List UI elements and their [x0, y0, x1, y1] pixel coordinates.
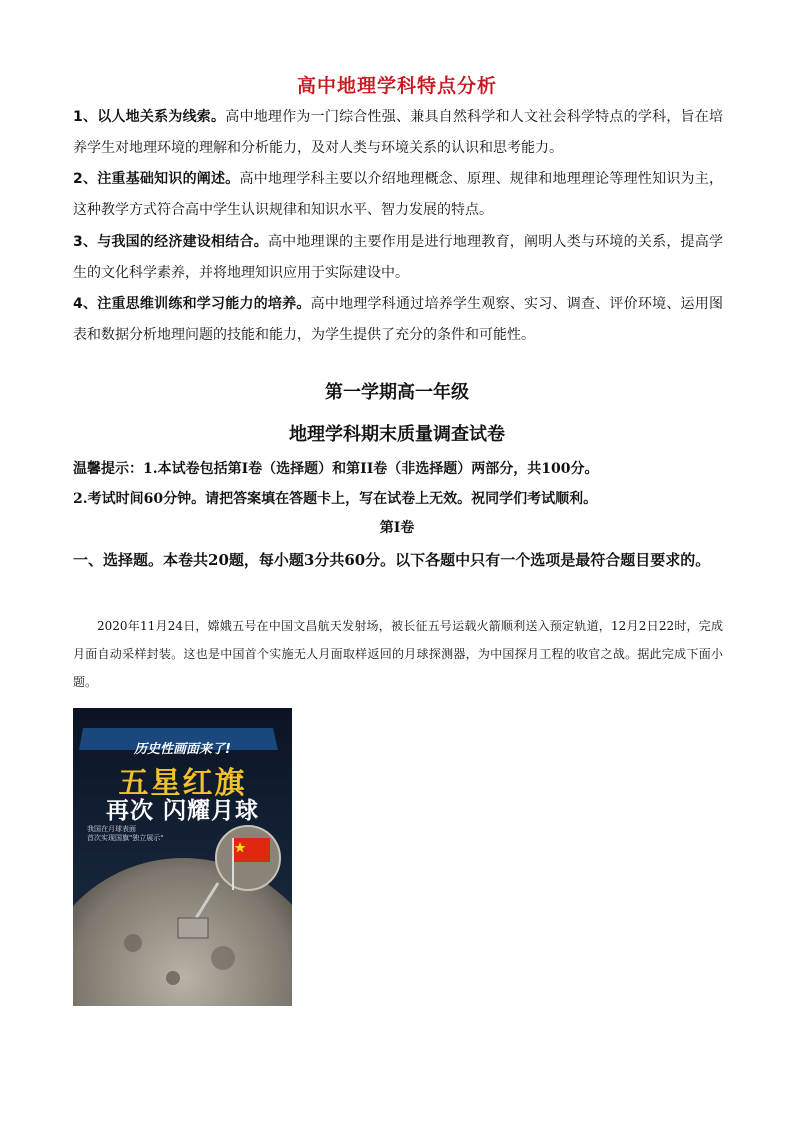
poster-caption-line1: 我国在月球表面	[87, 825, 136, 833]
poster-headline-3: 再次 闪耀月球	[105, 798, 259, 824]
exam-tip-line2: 2.考试时间60分钟。请把答案填在答题卡上，写在试卷上无效。祝同学们考试顺利。	[73, 491, 598, 507]
feature-text: 高中地理学科主要以介绍地理概念、原理、规律和地理理论等理性知识为主，这种教学方式符合高中学生认识规律和知识水平、智力发展的特点。	[73, 171, 723, 218]
feature-text: 高中地理学科通过培养学生观察、实习、调查、评价环境、运用图表和数据分析地理问题的技能和能力，为学生提供了充分的条件和可能性。	[73, 296, 724, 343]
feature-item-2	[73, 164, 723, 226]
section-heading: 一、选择题。本卷共20题，每小题3分共60分。以下各题中只有一个选项是最符合题目要求的。	[73, 551, 711, 569]
exam-title-line1: 第一学期高一年级	[325, 382, 469, 403]
feature-lead: 2、注重基础知识的阐述。	[73, 171, 240, 187]
poster-caption	[87, 825, 163, 843]
feature-lead: 4、注重思维训练和学习能力的培养。	[73, 296, 311, 312]
poster-headline-2: 五星红旗	[118, 766, 247, 801]
feature-item-4	[73, 289, 723, 351]
volume-heading: 第I卷	[379, 520, 415, 536]
poster-headline-1: 历史性画面来了!	[134, 742, 231, 757]
feature-text: 高中地理作为一门综合性强、兼具自然科学和人文社会科学特点的学科，旨在培养学生对地理环境的理解和分析能力，及对人类与环境关系的认识和思考能力。	[73, 109, 723, 156]
exam-title-line2: 地理学科期末质量调查试卷	[289, 424, 505, 445]
question-passage: 2020年11月24日，嫦娥五号在中国文昌航天发射场，被长征五号运载火箭顺利送入预定轨道，12月2日22时，完成月面自动采样封装。这也是中国首个实施无人月面取样返回的月球探测器，为中国探月工程的收官之战。据此完成下面小题。	[73, 619, 723, 689]
page-title: 高中地理学科特点分析	[296, 75, 497, 97]
poster-caption-line2: 首次实现国旗"独立展示"	[87, 834, 164, 842]
feature-lead: 3、与我国的经济建设相结合。	[73, 234, 268, 250]
feature-lead: 1、以人地关系为线索。	[73, 109, 226, 125]
feature-item-1	[73, 102, 723, 164]
feature-item-3	[73, 227, 723, 289]
moon-flag-poster-image	[73, 708, 292, 1006]
feature-text: 高中地理课的主要作用是进行地理教育，阐明人类与环境的关系，提高学生的文化科学素养，并将地理知识应用于实际建设中。	[73, 234, 723, 281]
exam-tip-line1: 温馨提示：1.本试卷包括第I卷（选择题）和第II卷（非选择题）两部分，共100分。	[73, 461, 599, 477]
